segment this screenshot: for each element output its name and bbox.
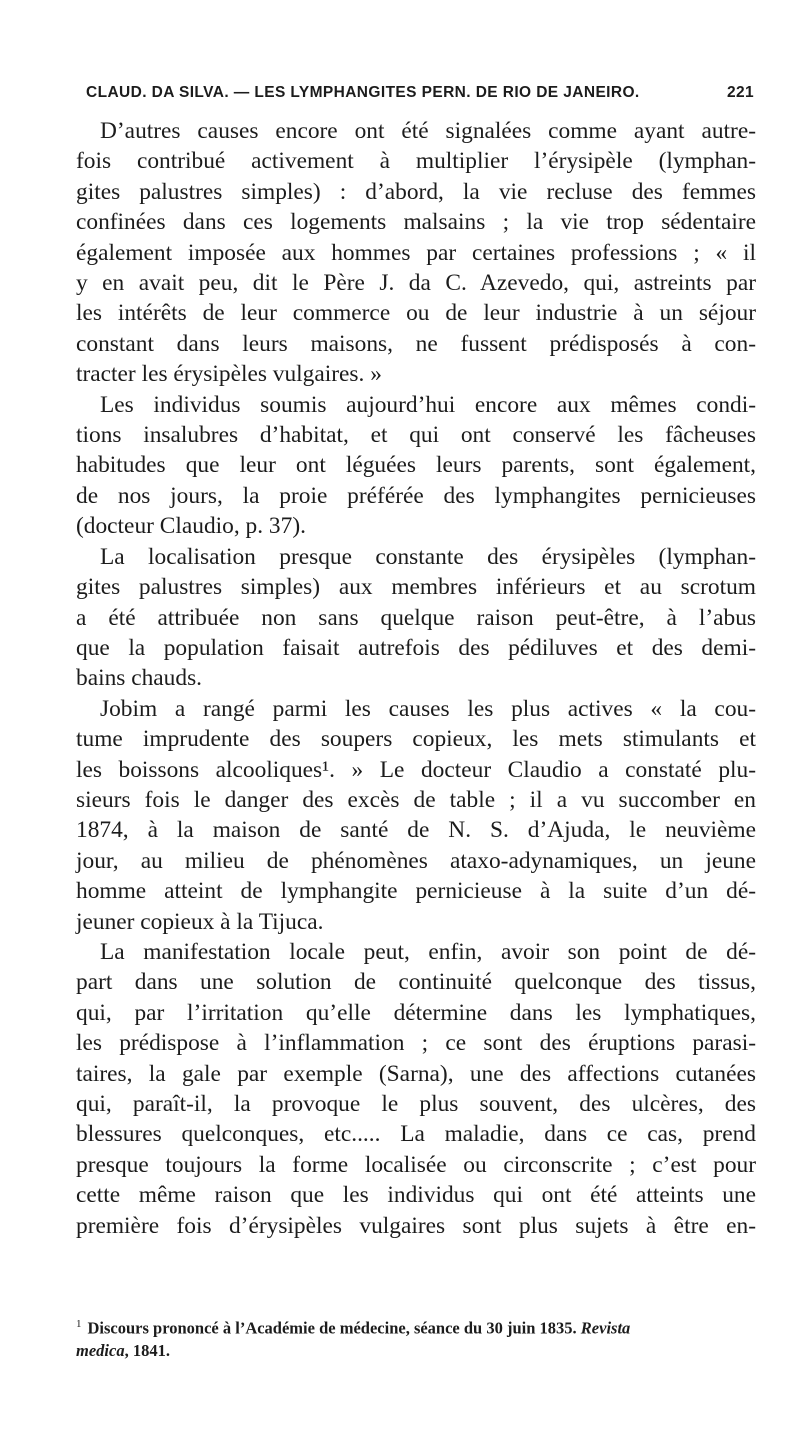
text-line: jour, au milieu de phénomènes ataxo-adynamiques, un jeune	[76, 847, 756, 874]
footnote-line-1	[76, 1313, 756, 1340]
body-text	[76, 116, 756, 1241]
text-line: les intérêts de leur commerce ou de leur industrie à un séjour	[76, 300, 756, 327]
text-line: a été attribuée non sans quelque raison peut-être, à l’abus	[76, 604, 756, 631]
text-line: les prédispose à l’inflammation ; ce sont des éruptions parasi-	[76, 1030, 756, 1057]
text-line: Les individus soumis aujourd’hui encore aux mêmes condi-	[100, 391, 756, 418]
text-line: qui, par l’irritation qu’elle détermine dans les lymphatiques,	[76, 999, 756, 1026]
text-line: constant dans leurs maisons, ne fussent prédisposés à con-	[76, 330, 756, 357]
text-line: y en avait peu, dit le Père J. da C. Azevedo, qui, astreints par	[76, 270, 756, 297]
text-line: 1874, à la maison de santé de N. S. d’Ajuda, le neuvième	[76, 817, 756, 844]
text-line: La manifestation locale peut, enfin, avoir son point de dé-	[100, 938, 756, 965]
text-line: gites palustres simples) aux membres inférieurs et au scrotum	[76, 574, 756, 601]
text-line: que la population faisait autrefois des pédiluves et des demi-	[76, 634, 756, 661]
footnote	[76, 1313, 756, 1362]
text-line: de nos jours, la proie préférée des lymphangites pernicieuses	[76, 482, 756, 509]
text-line: fois contribué activement à multiplier l’érysipèle (lymphan-	[76, 148, 756, 175]
text-line: qui, paraît-il, la provoque le plus souvent, des ulcères, des	[76, 1091, 756, 1117]
page-number: 221	[726, 84, 754, 101]
text-line: également imposée aux hommes par certaines professions ; « il	[76, 239, 756, 266]
footnote-journal-cont: medica	[76, 1340, 125, 1360]
text-line: jeuner copieux à la Tijuca.	[76, 908, 324, 935]
running-head	[86, 84, 754, 102]
text-line: tracter les érysipèles vulgaires. »	[76, 361, 382, 388]
text-line: tions insalubres d’habitat, et qui ont conservé les fâcheuses	[76, 422, 756, 449]
text-line: blessures quelconques, etc..... La maladie, dans ce cas, prend	[76, 1121, 756, 1148]
text-line: habitudes que leur ont léguées leurs parents, sont également,	[76, 452, 756, 479]
footnote-journal: Revista	[580, 1318, 631, 1338]
text-line: La localisation presque constante des érysipèles (lymphan-	[100, 543, 756, 570]
text-line: taires, la gale par exemple (Sarna), une des affections cutanées	[76, 1060, 756, 1087]
text-line: première fois d’érysipèles vulgaires sont plus sujets à être en-	[76, 1212, 756, 1239]
footnote-mark: 1	[76, 1318, 82, 1330]
text-line: sieurs fois le danger des excès de table ; il a vu succomber en	[76, 786, 756, 813]
text-line: D’autres causes encore ont été signalées comme ayant autre-	[100, 118, 756, 144]
text-line: Jobim a rangé parmi les causes les plus actives « la cou-	[100, 695, 756, 722]
text-line: bains chauds.	[76, 665, 203, 692]
running-head-title: CLAUD. DA SILVA. — LES LYMPHANGITES PERN. DE RIO DE JANEIRO.	[86, 84, 640, 101]
text-line: gites palustres simples) : d’abord, la vie recluse des femmes	[76, 178, 756, 205]
footnote-line-2	[76, 1340, 756, 1362]
text-line: (docteur Claudio, p. 37).	[76, 513, 306, 540]
text-line: presque toujours la forme localisée ou circonscrite ; c’est pour	[76, 1151, 756, 1178]
footnote-text: Discours prononcé à l’Académie de médecine, séance du 30 juin 1835.	[87, 1318, 577, 1338]
text-line: cette même raison que les individus qui ont été atteints une	[76, 1182, 756, 1209]
text-line: tume imprudente des soupers copieux, les mets stimulants et	[76, 726, 756, 753]
footnote-year: , 1841.	[124, 1340, 170, 1360]
text-line: part dans une solution de continuité quelconque des tissus,	[76, 969, 756, 996]
text-line: les boissons alcooliques¹. » Le docteur Claudio a constaté plu-	[76, 756, 756, 783]
text-line: homme atteint de lymphangite pernicieuse à la suite d’un dé-	[76, 878, 756, 905]
text-line: confinées dans ces logements malsains ; la vie trop sédentaire	[76, 209, 756, 236]
